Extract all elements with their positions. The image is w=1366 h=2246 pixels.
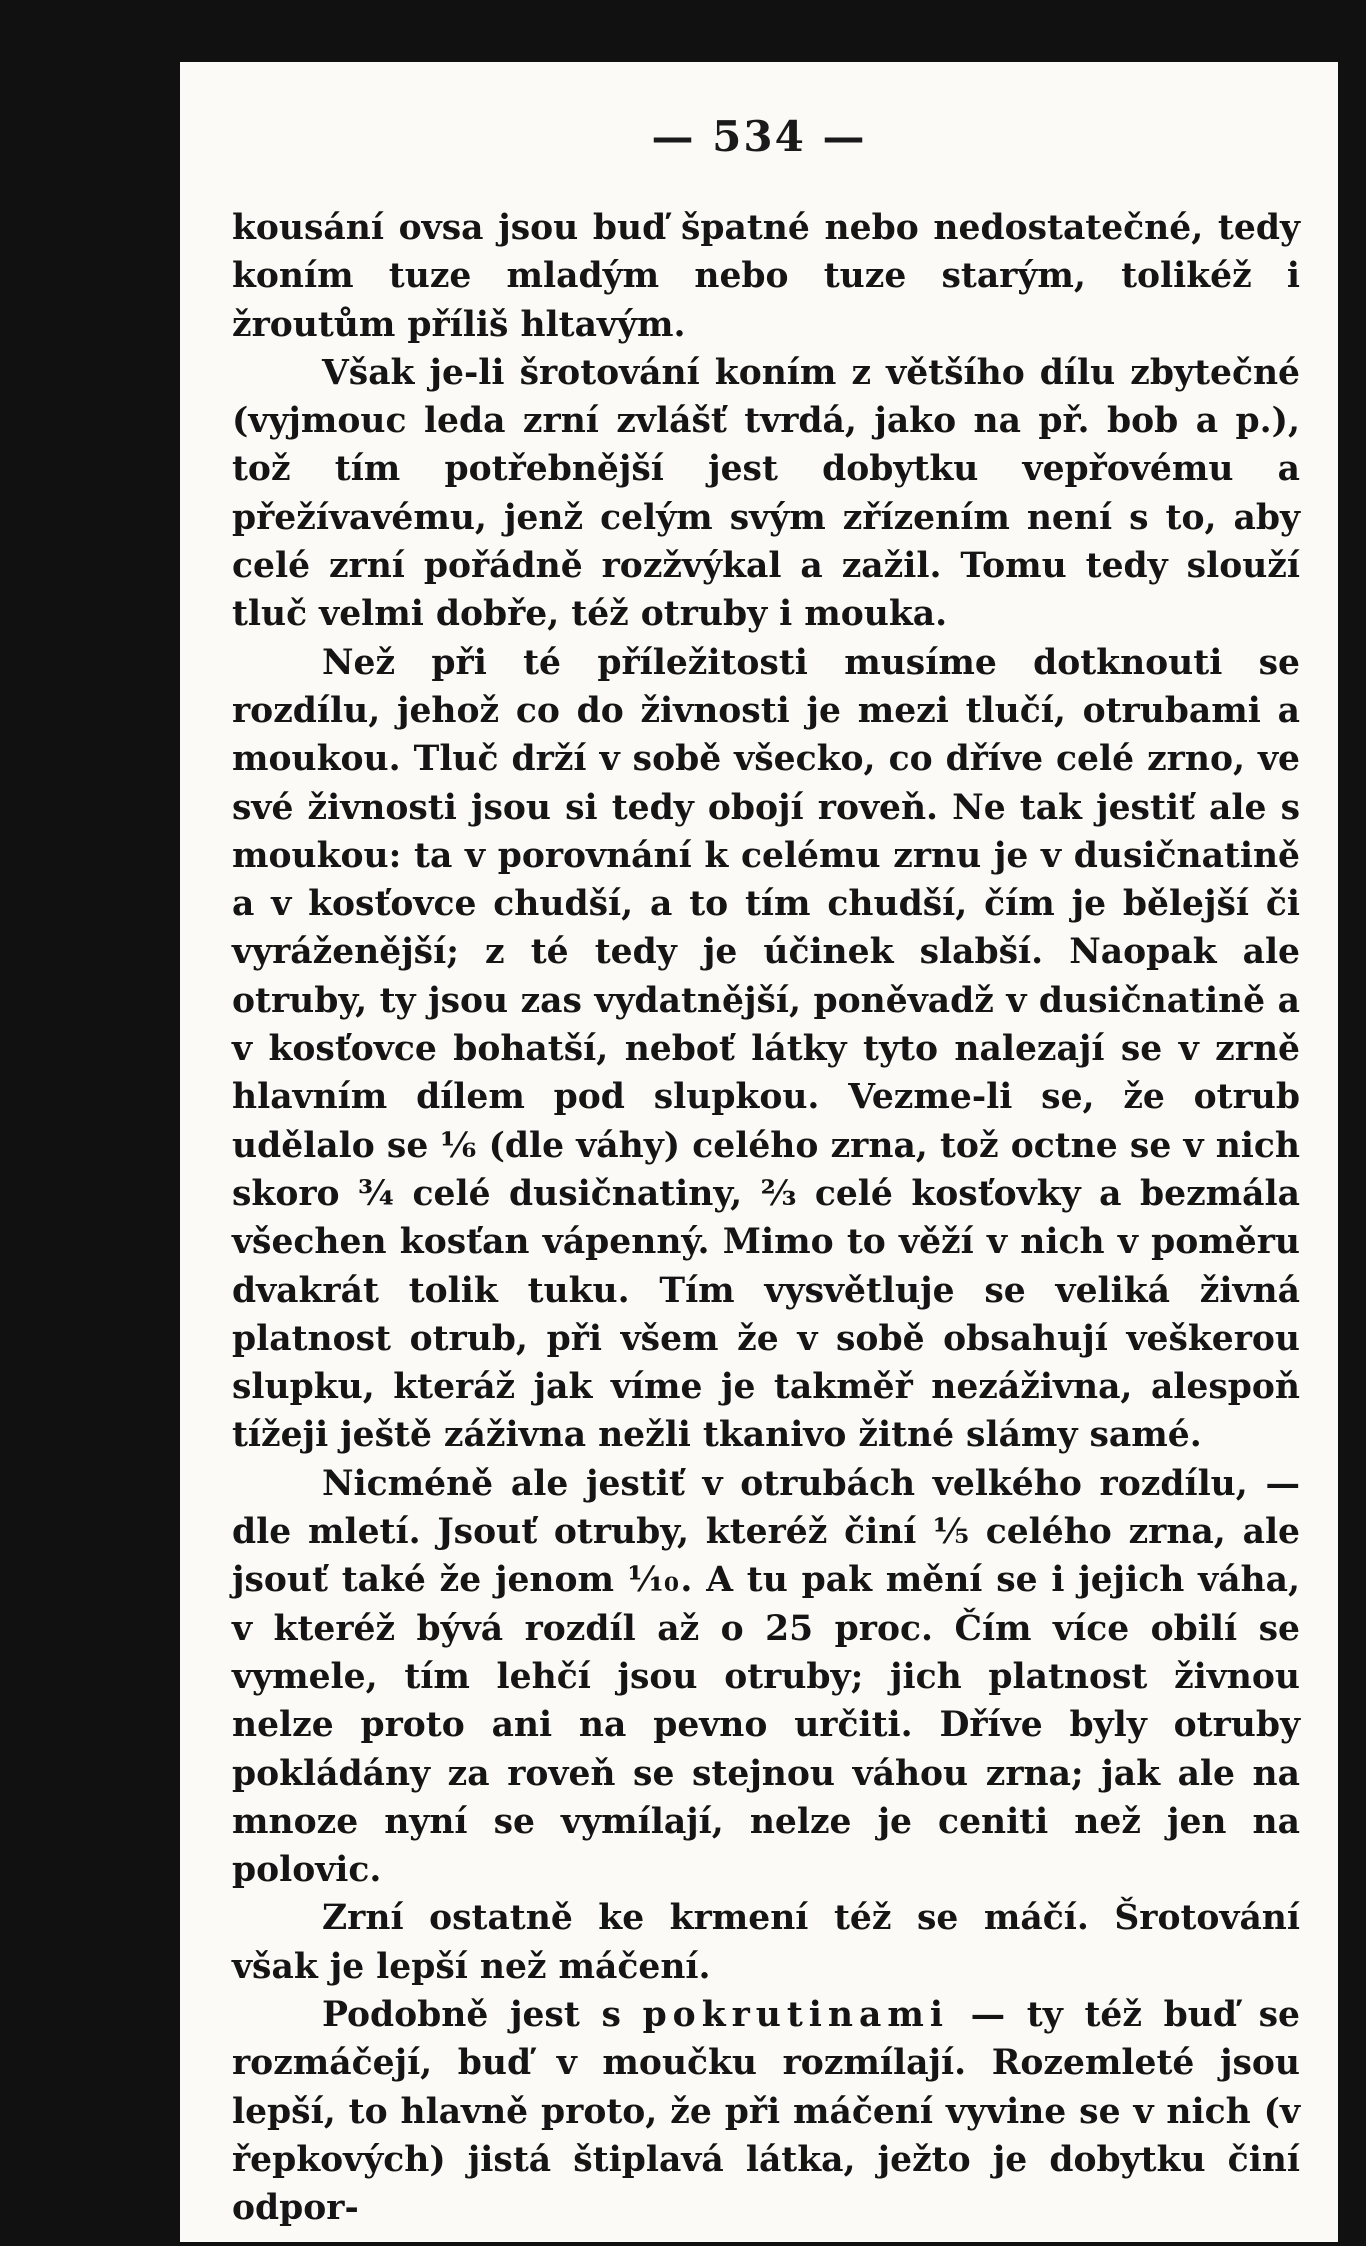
body-text — [232, 204, 1300, 2232]
paragraph-3-text-d: celé kosťovky a bezmála všechen kosťan vápenný. Mimo to věží v nich v poměru dvakrát tolik tuku. Tím vysvětluje se veliká živná platnost otrub, při všem že v sobě obsahují veškerou slupku, kteráž jak víme je takměř nezáživna, alespoň tížeji ještě záživna nežli tkanivo žitné slámy samé. — [232, 1173, 1300, 1456]
paragraph-2-text: Však je-li šrotování koním z většího dílu zbytečné (vyjmouc leda zrní zvlášť tvrdá, jako na př. bob a p.), tož tím potřebnější jest dobytku vepřovému a přežívavému, jenž celým svým zřízením není s to, aby celé zrní pořádně rozžvýkal a zažil. Tomu tedy slouží tluč velmi dobře, též otruby i mouka. — [232, 352, 1300, 635]
paragraph-5-text: Zrní ostatně ke krmení též se máčí. Šrotování však je lepší než máčení. — [232, 1898, 1300, 1987]
fraction-two-thirds: ⅔ — [760, 1173, 797, 1214]
paragraph-3 — [232, 639, 1300, 1460]
fraction-one-fifth: ⅕ — [933, 1512, 969, 1553]
fraction-one-tenth: ⅒ — [627, 1560, 681, 1601]
paragraph-4-text-b: celého zrna, ale jsouť také že jenom — [232, 1512, 1300, 1601]
paragraph-2 — [232, 349, 1300, 639]
paragraph-5 — [232, 1894, 1300, 1991]
paragraph-1 — [232, 204, 1300, 349]
paragraph-3-text-b: (dle váhy) celého zrna, tož octne se v nich skoro — [232, 1125, 1300, 1214]
paragraph-3-text-a: Než při té příležitosti musíme dotknouti se rozdílu, jehož co do živnosti je mezi tlučí, otrubami a moukou. Tluč drží v sobě všecko, co dříve celé zrno, ve své živnosti jsou si tedy obojí roveň. Ne tak jestiť ale s moukou: ta v porovnání k celému zrnu je v dusičnatině a v kosťovce chudší, a to tím chudší, čím je bělejší či vyráženější; z té tedy je účinek slabší. Naopak ale otruby, ty jsou zas vydatnější, poněvadž v dusičnatině a v kosťovce bohatší, neboť látky tyto nalezají se v zrně hlavním dílem pod slupkou. Vezme-li se, že otrub udělalo se — [232, 642, 1300, 1166]
paragraph-4 — [232, 1460, 1300, 1895]
fraction-three-quarters: ¾ — [358, 1173, 395, 1214]
paragraph-4-text-c: . A tu pak mění se i jejich váha, v kteréž bývá rozdíl až o 25 proc. Čím více obilí se vymele, tím lehčí jsou otruby; jich platnost živnou nelze proto ani na pevno určiti. Dříve byly otruby pokládány za roveň se stejnou váhou zrna; jak ale na mnoze nyní se vymílají, nelze je ceniti než jen na polovic. — [232, 1560, 1300, 1891]
book-page — [180, 62, 1338, 2242]
paragraph-6-text-b: — ty též buď se rozmáčejí, buď v moučku rozmílají. Rozemleté jsou lepší, to hlavně proto, že při máčení vyvine se v nich (v řepkových) jistá štiplavá látka, ježto je dobytku činí odpor- — [232, 1994, 1300, 2229]
paragraph-1-text: kousání ovsa jsou buď špatné nebo nedostatečné, tedy koním tuze mladým nebo tuze starým, tolikéž i žroutům příliš hltavým. — [232, 208, 1300, 345]
paragraph-6-text-a: Podobně jest s — [322, 1994, 643, 2035]
emphasized-term: pokrutinami — [642, 1994, 949, 2035]
paragraph-3-text-c: celé dusičnatiny, — [394, 1173, 761, 1214]
paragraph-4-text-a: Nicméně ale jestiť v otrubách velkého rozdílu, — dle mletí. Jsouť otruby, kteréž činí — [232, 1463, 1300, 1553]
paragraph-6 — [232, 1991, 1300, 2232]
page-number: — 534 — — [651, 112, 867, 161]
fraction-one-sixth: ⅙ — [440, 1125, 477, 1166]
